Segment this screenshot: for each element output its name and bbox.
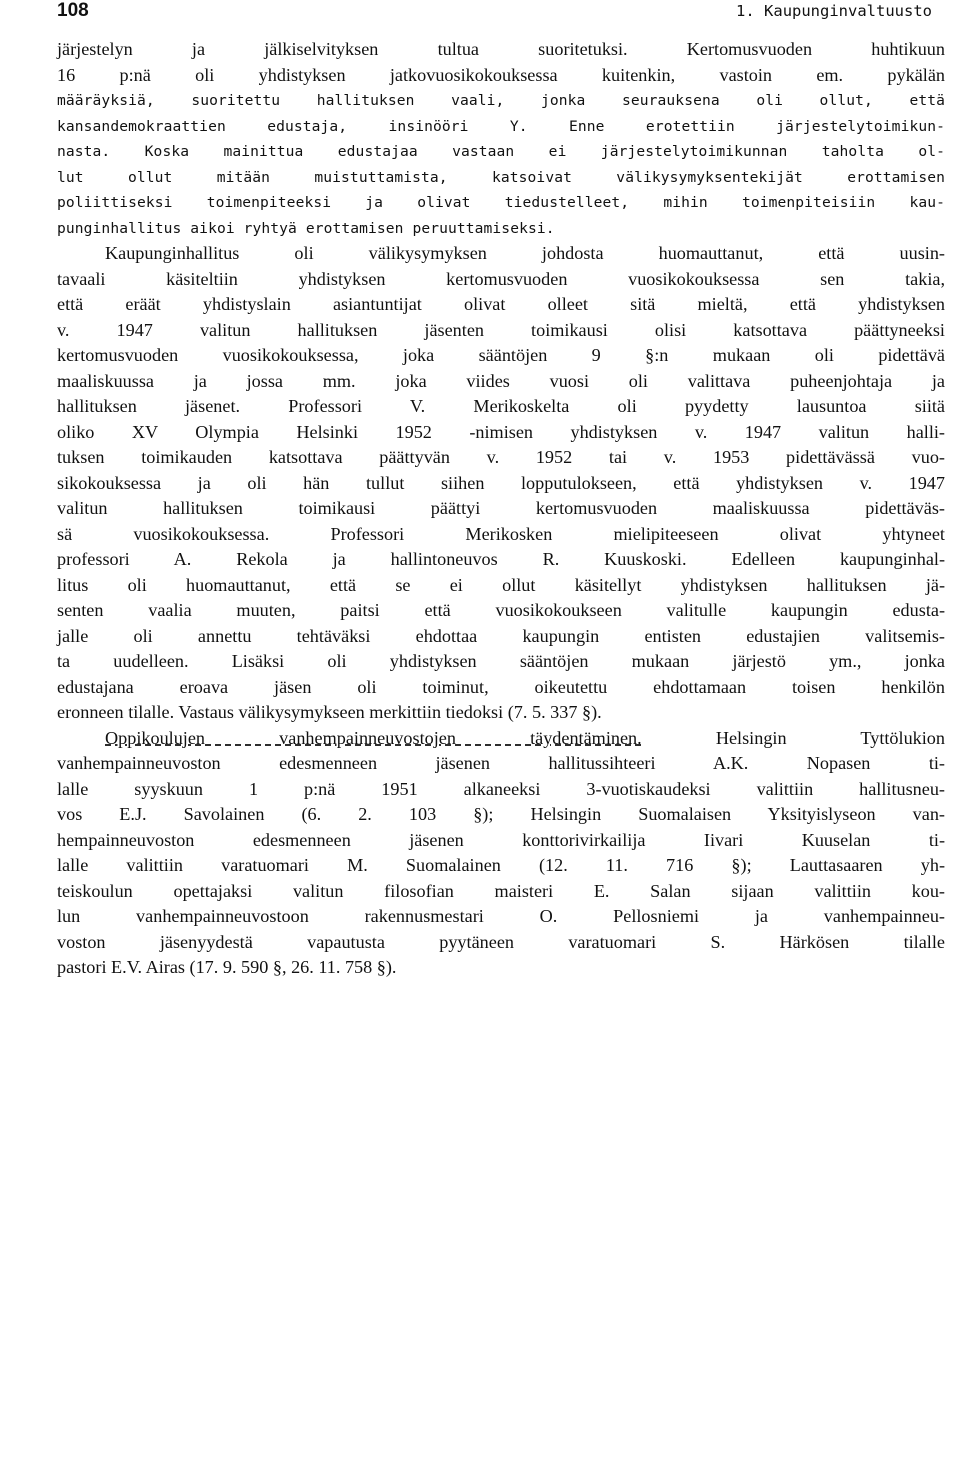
- text-line: vanhempainneuvoston edesmenneen jäsenen hallitussihteeri A.K. Nopasen ti-: [57, 753, 945, 773]
- text-line: pastori E.V. Airas (17. 9. 590 §, 26. 11. 758 §).: [57, 957, 397, 977]
- text-line: kertomusvuoden vuosikokouksessa, joka sääntöjen 9 §:n mukaan oli pidettävä: [57, 345, 945, 365]
- running-head: 1. Kaupunginvaltuusto: [736, 2, 932, 20]
- text-line: punginhallitus aikoi ryhtyä erottamisen peruuttamiseksi.: [57, 219, 555, 237]
- text-line: nasta. Koska mainittua edustajaa vastaan ei järjestelytoimikunnan taholta ol-: [57, 143, 945, 160]
- text-line: tavaali käsiteltiin yhdistyksen kertomusvuoden vuosikokouksessa sen takia,: [57, 268, 945, 289]
- text-line: hempainneuvoston edesmenneen jäsenen konttorivirkailija Iivari Kuuselan ti-: [57, 829, 945, 850]
- text-line: senten vaalia muuten, paitsi että vuosikokoukseen valitulle kaupungin edusta-: [57, 600, 945, 620]
- text-line: poliittiseksi toimenpiteeksi ja olivat tiedustelleet, mihin toimenpiteisiin kau-: [57, 194, 945, 211]
- text-line: [57, 726, 945, 752]
- text-line: teiskoulun opettajaksi valitun filosofian maisteri E. Salan sijaan valittiin kou-: [57, 880, 945, 901]
- text-line: valitun hallituksen toimikausi päättyi kertomusvuoden maaliskuussa pidettäväs-: [57, 498, 945, 518]
- page-header: [57, 0, 932, 24]
- text-line: määräyksiä, suoritettu hallituksen vaali, jonka seurauksena oli ollut, että: [57, 92, 945, 109]
- text-line: eronneen tilalle. Vastaus välikysymykseen merkittiin tiedoksi (7. 5. 337 §).: [57, 702, 602, 722]
- text-line: 16 p:nä oli yhdistyksen jatkovuosikokouksessa kuitenkin, vastoin em. pykälän: [57, 64, 945, 85]
- text-line: sikokouksessa ja oli hän tullut siihen lopputulokseen, että yhdistyksen v. 1947: [57, 472, 945, 493]
- text-line: sä vuosikokouksessa. Professori Merikosken mielipiteeseen olivat yhtyneet: [57, 523, 945, 544]
- text-line: v. 1947 valitun hallituksen jäsenten toimikausi olisi katsottava päättyneeksi: [57, 319, 945, 340]
- text-line: ta uudelleen. Lisäksi oli yhdistyksen sääntöjen mukaan järjestö ym., jonka: [57, 651, 945, 671]
- page-number: 108: [57, 0, 89, 21]
- text-line: tuksen toimikauden katsottava päättyvän v. 1952 tai v. 1953 pidettävässä vuo-: [57, 447, 945, 467]
- text-line: edustajana eroava jäsen oli toiminut, oikeutettu ehdottamaan toisen henkilön: [57, 676, 945, 697]
- body-text: [57, 37, 945, 981]
- text-line: lalle syyskuun 1 p:nä 1951 alkaneeksi 3-vuotiskaudeksi valittiin hallitusneu-: [57, 778, 945, 799]
- text-line: järjestelyn ja jälkiselvityksen tultua suoritetuksi. Kertomusvuoden huhtikuun: [57, 39, 945, 59]
- section-heading: Oppikoulujen vanhempainneuvostojen täydentäminen.: [105, 727, 642, 748]
- text-line: voston jäsenyydestä vapautusta pyytäneen varatuomari S. Härkösen tilalle: [57, 931, 945, 952]
- text-line-content: Helsingin Tyttölukion: [641, 727, 945, 748]
- text-line: vos E.J. Savolainen (6. 2. 103 §); Helsingin Suomalaisen Yksityislyseon van-: [57, 804, 945, 824]
- text-line: maaliskuussa ja jossa mm. joka viides vuosi oli valittava puheenjohtaja ja: [57, 370, 945, 391]
- text-line: hallituksen jäsenet. Professori V. Merikoskelta oli pyydetty lausuntoa siitä: [57, 396, 945, 416]
- text-line: lut ollut mitään muistuttamista, katsoivat välikysymyksentekijät erottamisen: [57, 168, 945, 186]
- text-line: lun vanhempainneuvostoon rakennusmestari O. Pellosniemi ja vanhempainneu-: [57, 906, 945, 926]
- text-line: litus oli huomauttanut, että se ei ollut käsitellyt yhdistyksen hallituksen jä-: [57, 574, 945, 595]
- text-line: Kaupunginhallitus oli välikysymyksen johdosta huomauttanut, että uusin-: [105, 243, 945, 263]
- text-line: lalle valittiin varatuomari M. Suomalainen (12. 11. 716 §); Lauttasaaren yh-: [57, 855, 945, 875]
- text-line: professori A. Rekola ja hallintoneuvos R. Kuuskoski. Edelleen kaupunginhal-: [57, 549, 945, 569]
- text-line: oliko XV Olympia Helsinki 1952 -nimisen yhdistyksen v. 1947 valitun halli-: [57, 421, 945, 442]
- text-line: että eräät yhdistyslain asiantuntijat olivat olleet sitä mieltä, että yhdistyksen: [57, 294, 945, 314]
- text-line: kansandemokraattien edustaja, insinööri Y. Enne erotettiin järjestelytoimikun-: [57, 117, 945, 135]
- text-line: jalle oli annettu tehtäväksi ehdottaa kaupungin entisten edustajien valitsemis-: [57, 625, 945, 646]
